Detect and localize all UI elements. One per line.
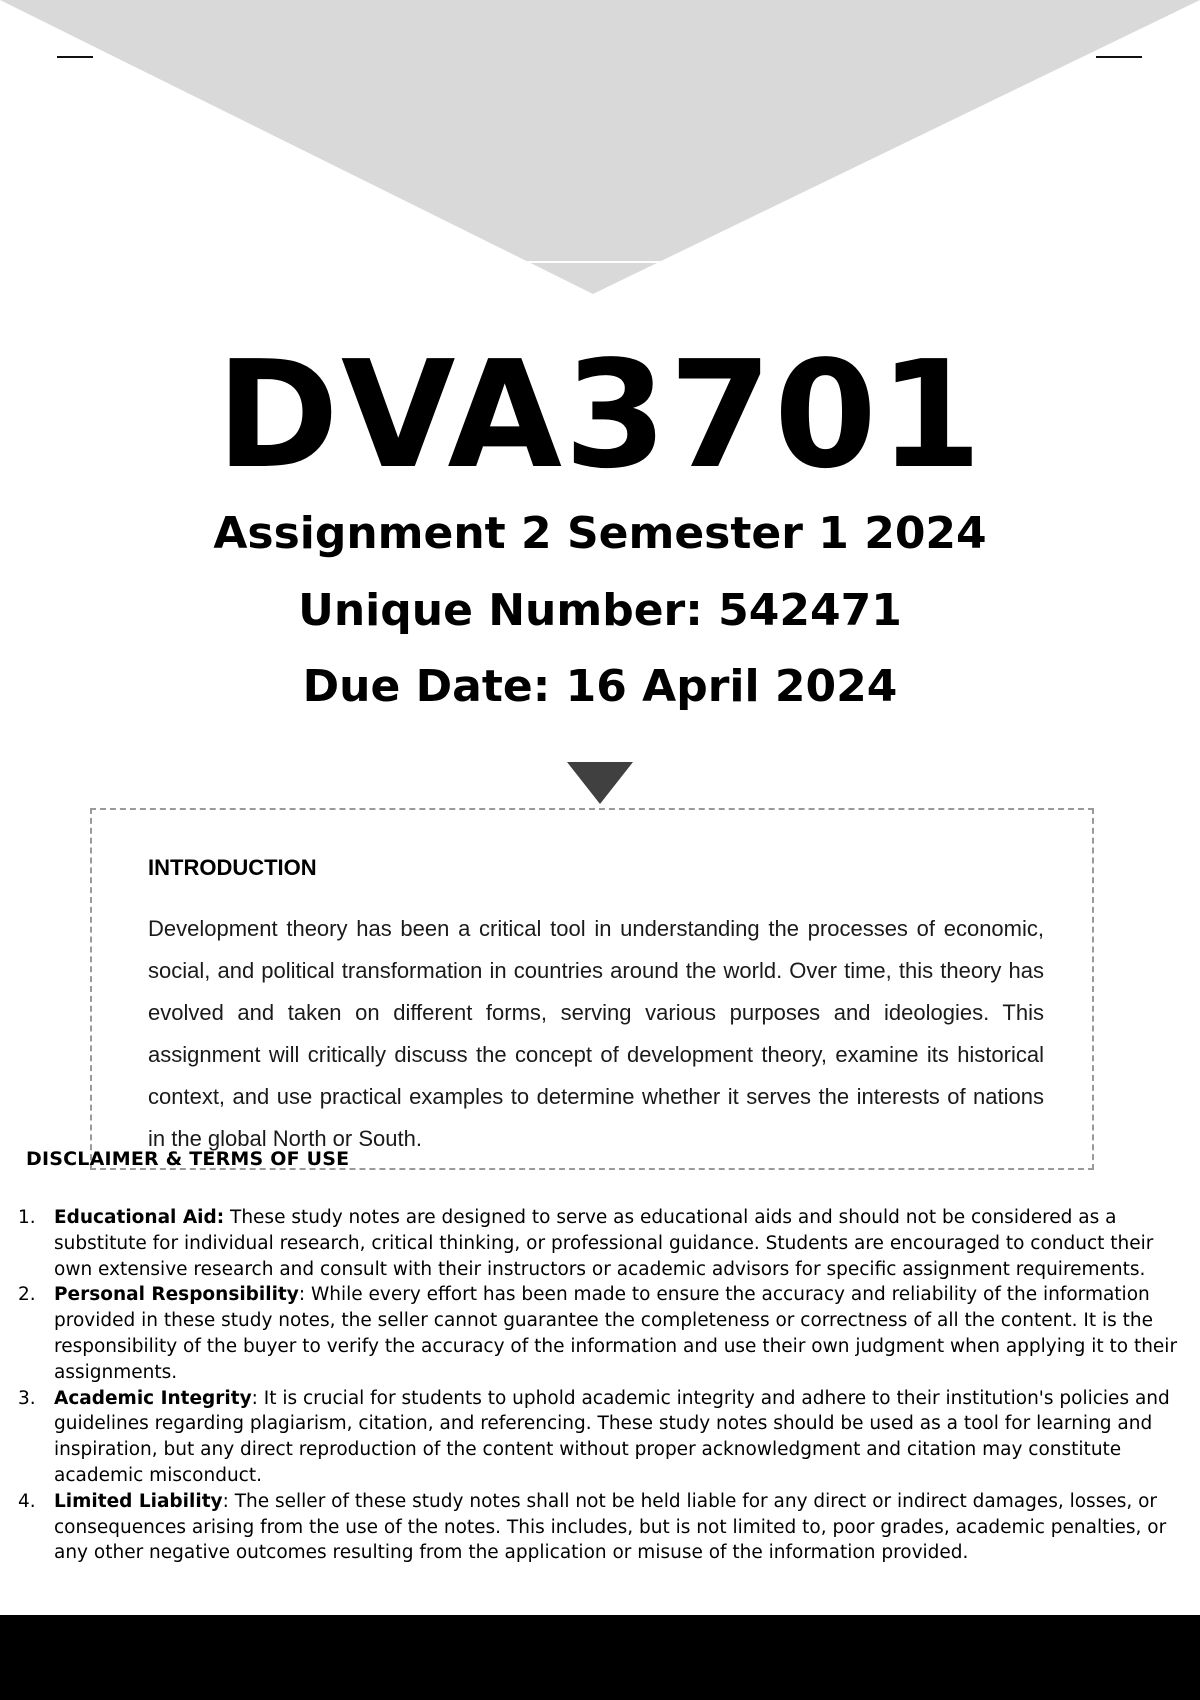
- term-title: Limited Liability: [54, 1490, 223, 1512]
- term-title: Academic Integrity: [54, 1387, 252, 1409]
- due-date: Due Date: 16 April 2024: [302, 661, 898, 712]
- list-item: [16, 1489, 1186, 1566]
- term-text: : It is crucial for students to uphold academic integrity and adhere to their institution's policies and guidelines regarding plagiarism, citation, and referencing. These study notes should be used as a tool for learning and inspiration, but any direct reproduction of the content without proper acknowledgment and citation may constitute academic misconduct.: [54, 1387, 1170, 1486]
- disclaimer-title: DISCLAIMER & TERMS OF USE: [26, 1148, 350, 1170]
- term-number: 3.: [18, 1387, 36, 1409]
- term-title: Educational Aid:: [54, 1207, 225, 1228]
- corner-line-right: [1096, 56, 1142, 58]
- course-code-title: DVA3701: [216, 329, 984, 501]
- list-item: [16, 1386, 1186, 1489]
- header-chevron-decoration: [0, 0, 1200, 300]
- introduction-text: Development theory has been a critical tool in understanding the processes of economic, social, and political transformation in countries around the world. Over time, this theory has evolved and taken on different forms, serving various purposes and ideologies. This assignment will critically discuss the concept of development theory, examine its historical context, and use practical examples to determine whether it serves the interests of nations in the global North or South.: [148, 916, 1044, 1151]
- bottom-black-bar: [0, 1615, 1200, 1700]
- term-text: : The seller of these study notes shall not be held liable for any direct or indirect damages, losses, or consequences arising from the use of the notes. This includes, but is not limited to, poor grades, academic penalties, or any other negative outcomes resulting from the application or misuse of the information provided.: [54, 1490, 1167, 1564]
- introduction-heading: INTRODUCTION: [148, 855, 317, 880]
- term-text: These study notes are designed to serve as educational aids and should not be considered as a substitute for individual research, critical thinking, or professional guidance. Students are encouraged to conduct their own extensive research and consult with their instructors or academic advisors for specific assignment requirements.: [54, 1207, 1154, 1280]
- unique-number: Unique Number: 542471: [298, 585, 902, 636]
- assignment-subtitle: Assignment 2 Semester 1 2024: [213, 508, 987, 559]
- term-number: 2.: [18, 1284, 36, 1306]
- term-text: : While every effort has been made to ensure the accuracy and reliability of the information provided in these study notes, the seller cannot guarantee the completeness or correctness of all the content. It is the responsibility of the buyer to verify the accuracy of the information and use their own judgment when applying it to their assignments.: [54, 1284, 1178, 1383]
- arrow-down-icon: [567, 762, 633, 804]
- disclaimer-terms-list: [16, 1205, 1186, 1566]
- term-number: 4.: [18, 1490, 36, 1512]
- introduction-box: [90, 808, 1094, 1170]
- term-number: 1.: [18, 1207, 36, 1228]
- list-item: [16, 1205, 1186, 1282]
- term-title: Personal Responsibility: [54, 1284, 299, 1306]
- corner-line-left: [57, 56, 93, 58]
- list-item: [16, 1282, 1186, 1385]
